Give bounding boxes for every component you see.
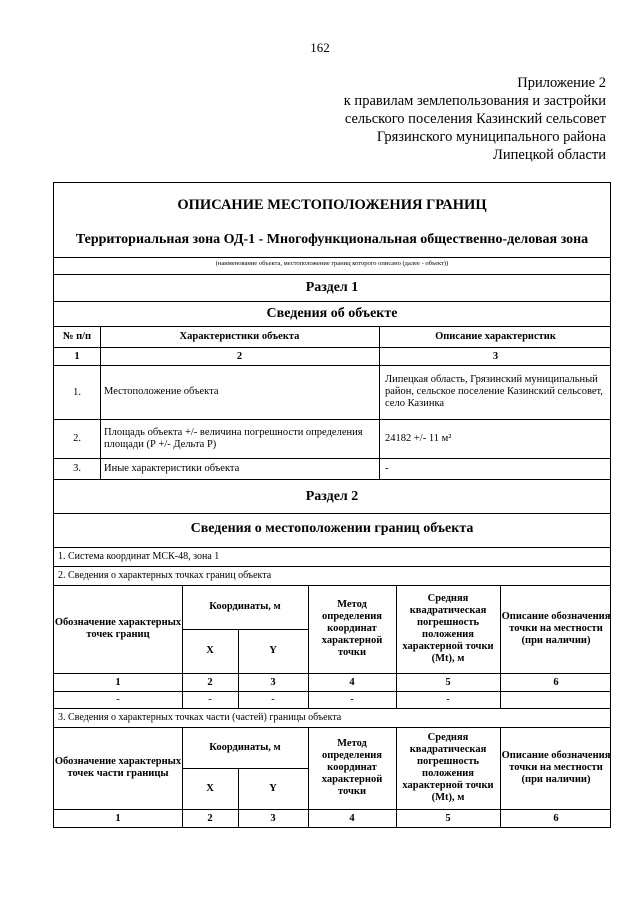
col-number: 3: [270, 812, 276, 824]
points-caption: 2. Сведения о характерных точках границ объекта: [58, 570, 272, 581]
divider: [54, 479, 610, 480]
divider: [100, 326, 101, 479]
zone-subtitle: Территориальная зона ОД-1 - Многофункциональная общественно-деловая зона: [75, 232, 589, 247]
row-value: -: [385, 462, 389, 474]
appendix-line: Липецкой области: [493, 147, 606, 163]
dash-cell: -: [350, 694, 354, 705]
row-name: Иные характеристики объекта: [104, 462, 240, 474]
col-point: Обозначение характерных точек части границы: [54, 756, 182, 779]
object-note: (наименование объекта, местоположение границ которого описано (далее - объект)): [215, 260, 449, 267]
col-number: 2: [236, 350, 243, 362]
dash-cell: -: [208, 694, 212, 705]
row-value: 24182 +/- 11 м²: [385, 432, 452, 444]
appendix-line: сельского поселения Казинский сельсовет: [344, 111, 606, 127]
col-number: 2: [207, 676, 213, 688]
col-number: 3: [270, 676, 276, 688]
divider: [54, 513, 610, 514]
col-number: 1: [115, 812, 121, 824]
col-x: X: [206, 645, 214, 656]
row-num: 1.: [73, 386, 81, 398]
divider: [182, 585, 183, 708]
section2-title: Раздел 2: [305, 489, 359, 504]
appendix-header: [344, 74, 606, 164]
col-number: 3: [492, 350, 499, 362]
appendix-line: Грязинского муниципального района: [376, 129, 606, 145]
col-number: 2: [207, 812, 213, 824]
row-value: Липецкая область, Грязинский муниципальный район, сельское поселение Казинский сельсовет, село Казинка: [385, 374, 603, 409]
divider: [396, 727, 397, 827]
divider: [238, 629, 239, 708]
col-number: 5: [445, 676, 451, 688]
col-header-description: Описание характеристик: [435, 331, 556, 342]
parts-caption: 3. Сведения о характерных точках части (частей) границы объекта: [58, 712, 342, 723]
divider: [54, 301, 610, 302]
section2-subtitle: Сведения о местоположении границ объекта: [190, 521, 474, 536]
divider: [308, 585, 309, 708]
appendix-line: Приложение 2: [517, 75, 606, 91]
dash-cell: -: [116, 694, 120, 705]
col-number: 6: [553, 812, 559, 824]
col-error: Средняя квадратическая погрешность положения характерной точки (Mt), м: [402, 593, 494, 664]
divider: [238, 768, 239, 827]
section1-subtitle: Сведения об объекте: [266, 306, 398, 321]
appendix-line: к правилам землепользования и застройки: [343, 93, 606, 109]
col-method: Метод определения координат характерной точки: [321, 599, 383, 658]
col-x: X: [206, 782, 214, 794]
dash-cell: [500, 691, 612, 708]
col-number: 4: [349, 812, 355, 824]
col-y: Y: [269, 782, 277, 794]
dash-cell: -: [446, 694, 450, 705]
col-error: Средняя квадратическая погрешность положения характерной точки (Mt), м: [402, 732, 494, 803]
divider: [182, 629, 308, 630]
col-desc: Описание обозначения точки на местности (при наличии): [501, 750, 611, 785]
divider: [182, 768, 308, 769]
divider: [182, 727, 183, 827]
col-number: 5: [445, 812, 451, 824]
row-num: 3.: [73, 463, 81, 474]
divider: [54, 257, 610, 258]
col-y: Y: [269, 645, 277, 656]
dash-cell: -: [271, 694, 275, 705]
divider: [379, 326, 380, 479]
divider: [54, 274, 610, 275]
col-header-num: № п/п: [62, 331, 92, 342]
divider: [308, 727, 309, 827]
col-number: 6: [553, 676, 559, 688]
col-method: Метод определения координат характерной точки: [321, 738, 383, 797]
divider: [500, 585, 501, 708]
divider: [500, 727, 501, 827]
form-title: ОПИСАНИЕ МЕСТОПОЛОЖЕНИЯ ГРАНИЦ: [177, 197, 487, 213]
section1-title: Раздел 1: [305, 280, 359, 295]
col-coords: Координаты, м: [209, 741, 281, 753]
col-point: Обозначение характерных точек границ: [54, 617, 182, 640]
coord-system: 1. Система координат МСК-48, зона 1: [58, 551, 220, 562]
col-coords: Координаты, м: [209, 601, 281, 612]
col-header-characteristic: Характеристики объекта: [179, 331, 300, 342]
boundary-description-form: [53, 182, 611, 828]
row-name: Площадь объекта +/- величина погрешности определения площади (Р +/- Дельта Р): [104, 426, 363, 450]
page-number: 162: [310, 40, 330, 55]
col-number: 1: [115, 676, 121, 688]
row-num: 2.: [73, 433, 81, 444]
divider: [396, 585, 397, 708]
col-number: 1: [74, 350, 80, 362]
row-name: Местоположение объекта: [104, 386, 219, 397]
col-desc: Описание обозначения точки на местности (при наличии): [501, 611, 611, 646]
col-number: 4: [349, 676, 355, 688]
